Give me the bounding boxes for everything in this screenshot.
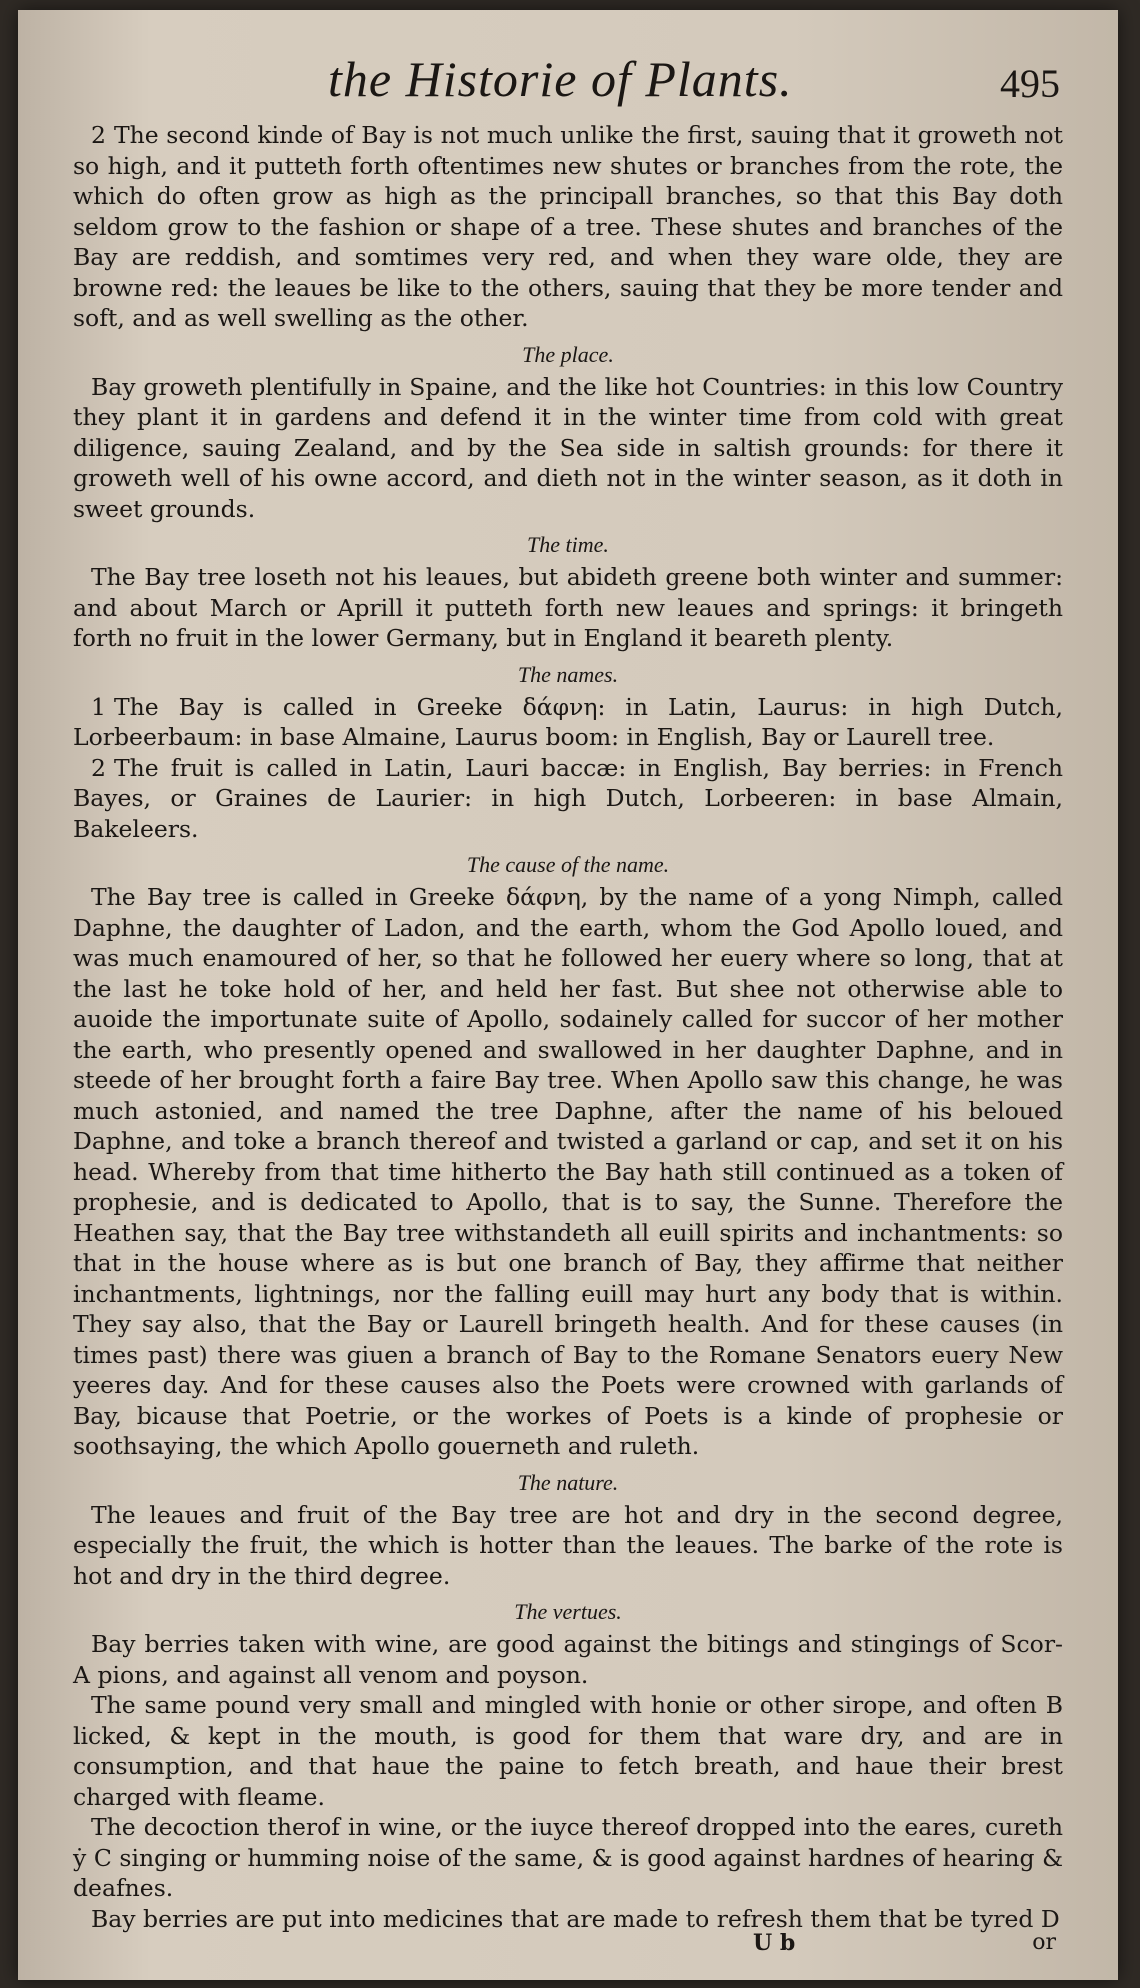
page-number: 495 — [1000, 61, 1060, 106]
paragraph-nature: The leaues and fruit of the Bay tree are hot and dry in the second degree, especially the fruit, the which is hotter than the leaues. The barke of the rote is hot and dry in the third degree. — [73, 1500, 1063, 1590]
page-footer — [18, 1930, 1118, 1970]
paragraph-names-1 — [73, 692, 1063, 753]
paragraph-text: The Bay is called in Greeke δάφνη: in Latin, Laurus: in high Dutch, Lorbeerbaum: in base Almaine, Laurus boom: in English, Bay or Laurell tree. — [73, 692, 1063, 751]
paragraph-vertue-b: The same pound very small and mingled with honie or other sirope, and often B licked, & kept in the mouth, is good for them that ware dry, and are in consumption, and that haue the paine to fetch breath, and haue their brest charged with fleame. — [73, 1691, 1063, 1811]
section-heading-time: The time. — [527, 532, 609, 557]
section-heading-place: The place. — [522, 341, 614, 367]
page-header — [18, 50, 1118, 120]
item-number: 2 — [91, 753, 106, 782]
page-content — [73, 120, 1063, 1934]
item-number: 2 — [91, 121, 106, 149]
signature-mark: U b — [753, 1930, 796, 1956]
section-heading-names: The names. — [517, 661, 619, 687]
section-heading-cause: The cause of the name. — [466, 852, 670, 877]
section-heading-vertues: The vertues. — [514, 1599, 622, 1624]
paragraph-vertue-d: Bay berries are put into medicines that are made to refresh them that be tyred D — [91, 1904, 1060, 1933]
catchword: or — [1032, 1930, 1056, 1955]
paragraph-names-2 — [73, 753, 1063, 845]
paragraph-second-kinde — [73, 120, 1063, 334]
paragraph-vertue-c: The decoction therof in wine, or the iuyce thereof dropped into the eares, cureth ẏ C singing or humming noise of the same, & is good against hardnes of hearing & deafnes. — [73, 1813, 1063, 1902]
paragraph-cause: The Bay tree is called in Greeke δάφνη, by the name of a yong Nimph, called Daphne, the daughter of Ladon, and the earth, whom the God Apollo loued, and was much enamoured of her, so that he followed her euery where so long, that at the last he toke hold of her, and held her fast. But shee not otherwise able to auoide the importunate suite of Apollo, sodainely called for succor of her mother the earth, who presently opened and swallowed in her daughter Daphne, and in steede of her brought forth a faire Bay tree. When Apollo saw this change, he was much astonied, and named the tree Daphne, after the name of his beloued Daphne, and toke a branch thereof and twisted a garland or cap, and set it on his head. Whereby from that time hitherto the Bay hath still continued as a token of prophesie, and is dedicated to Apollo, that is to say, the Sunne. Therefore the Heathen say, that the Bay tree withstandeth all euill spirits and inchantments: so that in the house where as is but one branch of Bay, they affirme that neither inchantments, lightnings, nor the falling euill may hurt any body that is within. They say also, that the Bay or Laurell bringeth health. And for these causes (in times past) there was giuen a branch of Bay to the Romane Senators euery New yeeres day. And for these causes also the Poets were crowned with garlands of Bay, bicause that Poetrie, or the workes of Poets is a kinde of prophesie or soothsaying, the which Apollo gouerneth and ruleth. — [73, 883, 1063, 1460]
paragraph-time: The Bay tree loseth not his leaues, but abideth greene both winter and summer: and about March or Aprill it putteth forth new leaues and springs: it bringeth forth no fruit in the lower Germany, but in England it beareth plenty. — [73, 563, 1063, 652]
book-page — [18, 10, 1118, 1980]
section-heading-nature: The nature. — [517, 1469, 619, 1495]
paragraph-place: Bay groweth plentifully in Spaine, and the like hot Countries: in this low Country they plant it in gardens and defend it in the winter time from cold with great diligence, sauing Zealand, and by the Sea side in saltish grounds: for there it groweth well of his owne accord, and dieth not in the winter season, as it doth in sweet grounds. — [73, 372, 1063, 523]
paragraph-vertue-a: Bay berries taken with wine, are good against the bitings and stingings of Scor- A pions, and against all venom and poyson. — [73, 1630, 1063, 1689]
paragraph-text: The second kinde of Bay is not much unlike the first, sauing that it groweth not so high, and it putteth forth oftentimes new shutes or branches from the rote, the which do often grow as high as the principall branches, so that this Bay doth seldom grow to the fashion or shape of a tree. These shutes and branches of the Bay are reddish, and somtimes very red, and when they ware olde, they are browne red: the leaues be like to the others, sauing that they be more tender and soft, and as well swelling as the other. — [73, 121, 1063, 332]
paragraph-text: The fruit is called in Latin, Lauri baccæ: in English, Bay berries: in French Bayes, or Graines de Laurier: in high Dutch, Lorbeeren: in base Almain, Bakeleers. — [73, 753, 1063, 843]
item-number: 1 — [91, 692, 106, 721]
running-title: the Historie of Plants. — [328, 51, 793, 107]
